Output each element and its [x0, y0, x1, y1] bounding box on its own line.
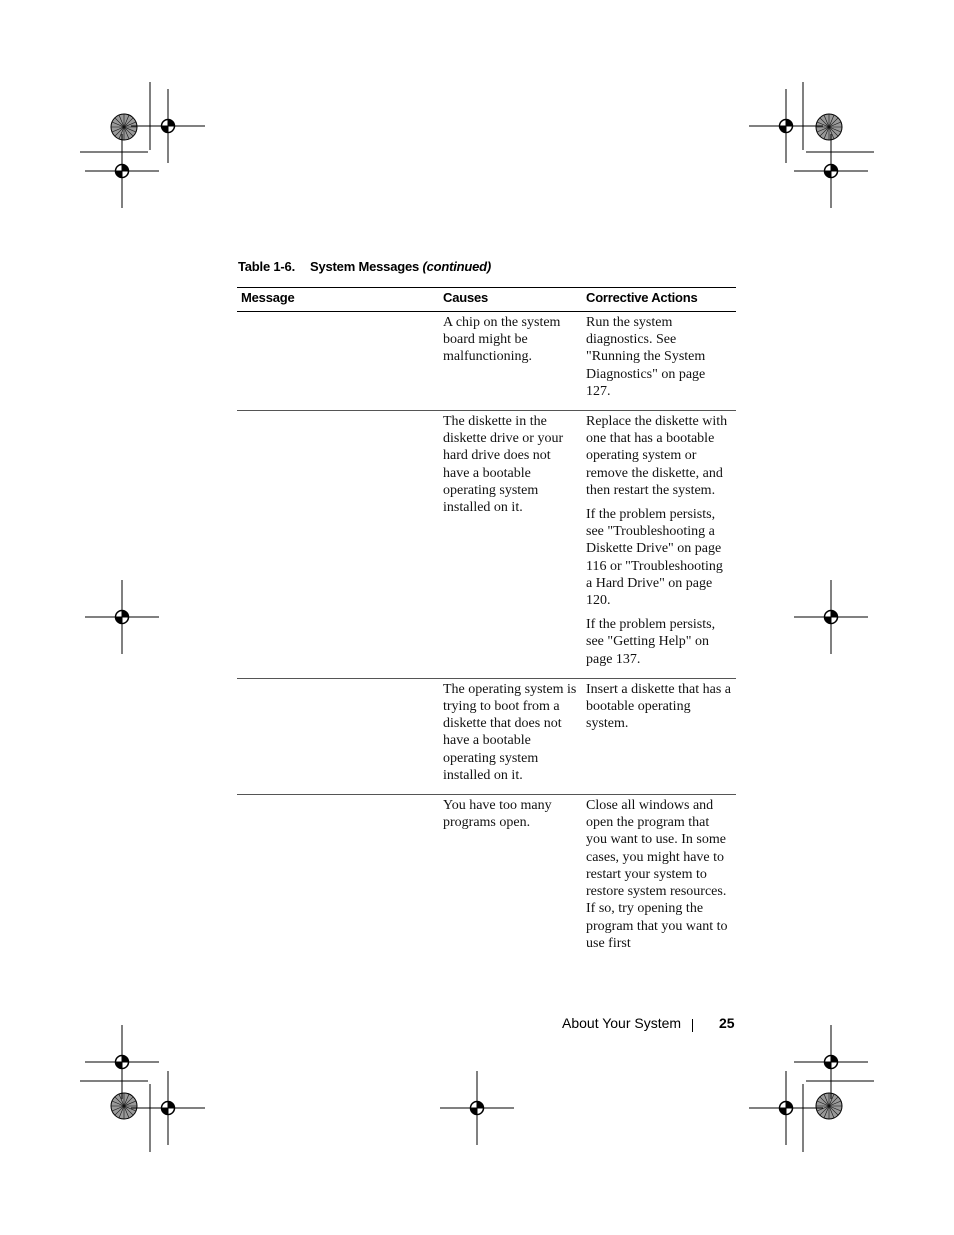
page-number: 25	[719, 1015, 735, 1031]
table-row	[237, 411, 736, 679]
action-paragraph: If the problem persists, see "Troubleshooting a Diskette Drive" on page 116 or "Troubleshooting a Hard Drive" on page 120.	[586, 507, 723, 609]
footer-section-title: About Your System	[562, 1015, 682, 1031]
action-paragraph: Insert a diskette that has a bootable operating system.	[586, 681, 732, 732]
header-causes: Causes	[439, 288, 582, 312]
actions-cell	[582, 678, 736, 794]
causes-cell: The operating system is trying to boot from a diskette that does not have a bootable operating system installed on it.	[439, 678, 582, 794]
causes-cell: You have too many programs open.	[443, 798, 552, 831]
system-messages-table	[237, 287, 736, 962]
table-row	[237, 312, 736, 411]
message-cell	[237, 312, 439, 411]
causes-cell: The diskette in the diskette drive or your hard drive does not have a bootable operating system installed on it.	[439, 411, 582, 679]
action-paragraph: Replace the diskette with one that has a bootable operating system or remove the diskette, and then restart the system.	[586, 414, 728, 498]
table-title: System Messages	[310, 259, 420, 274]
action-paragraph: If the problem persists, see "Getting Help" on page 137.	[586, 617, 716, 667]
actions-cell	[582, 312, 736, 411]
action-paragraph: Run the system diagnostics. See "Running the System Diagnostics" on page 127.	[586, 315, 706, 399]
table-number: Table 1-6.	[238, 259, 296, 274]
table-continued-note: (continued)	[422, 259, 492, 274]
header-corrective-actions: Corrective Actions	[582, 288, 736, 312]
table-row	[237, 678, 736, 794]
actions-cell	[582, 795, 736, 962]
table-row	[237, 795, 736, 962]
footer-divider	[692, 1019, 693, 1032]
action-paragraph: Close all windows and open the program that you want to use. In some cases, you might have to restart your system to restore system resources. If so, try opening the program that you want to use first	[586, 798, 728, 951]
message-cell	[237, 795, 439, 962]
actions-cell	[582, 411, 736, 679]
table-header-row	[237, 288, 736, 312]
table-caption	[238, 259, 491, 274]
message-cell	[237, 678, 439, 794]
causes-cell: A chip on the system board might be malfunctioning.	[439, 312, 582, 411]
message-cell	[237, 411, 439, 679]
header-message: Message	[237, 288, 439, 312]
